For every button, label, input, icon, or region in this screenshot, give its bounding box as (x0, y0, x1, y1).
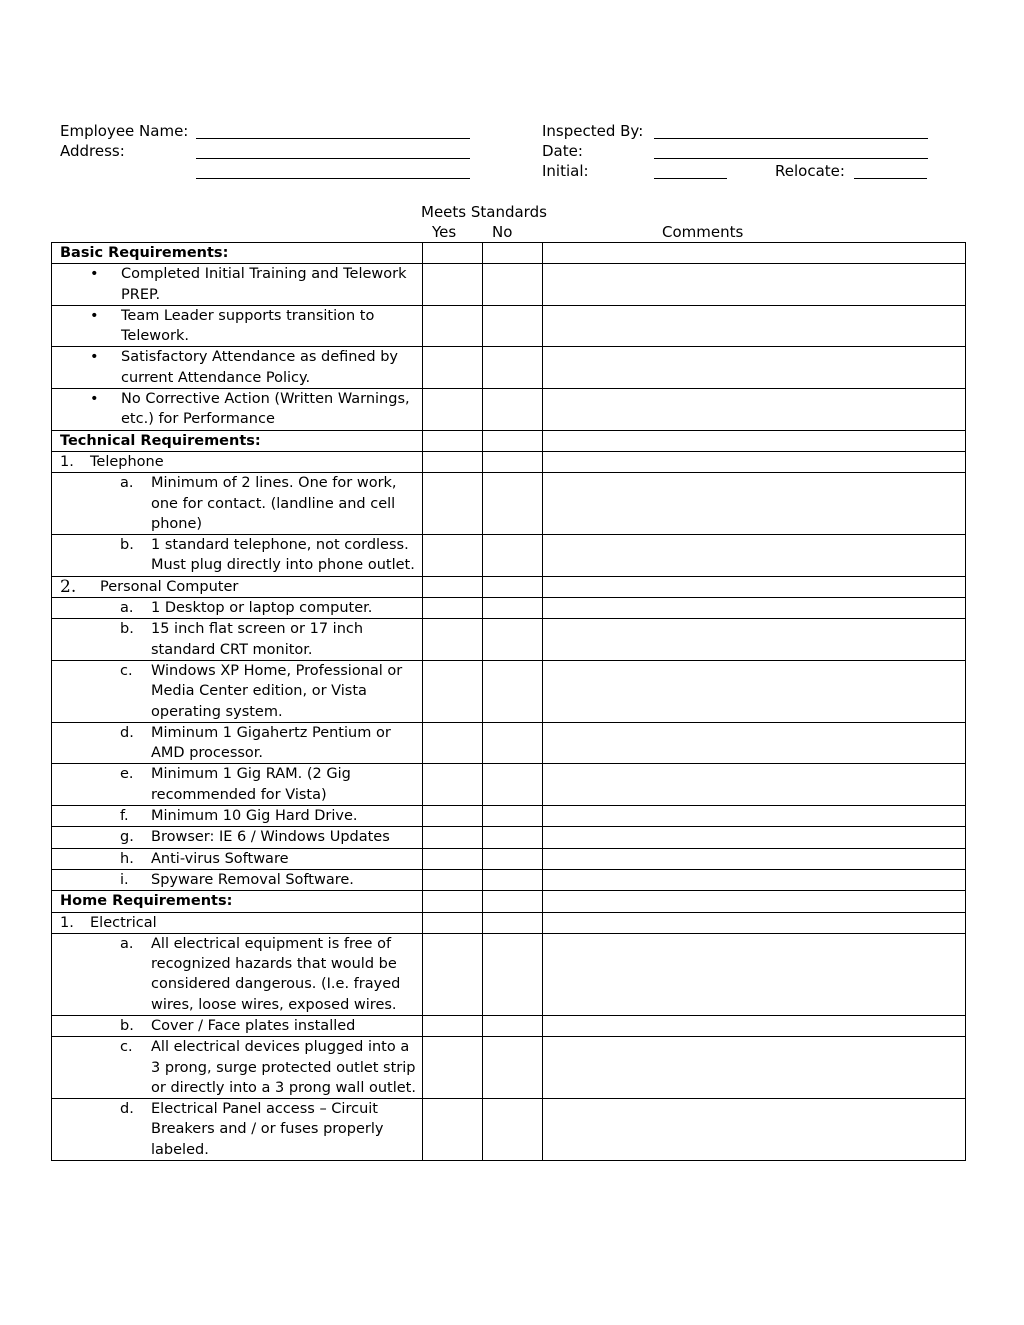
requirement-cell (52, 722, 423, 764)
yes-checkbox-cell[interactable] (423, 1037, 483, 1099)
comments-cell[interactable] (543, 912, 966, 933)
yes-checkbox-cell[interactable] (423, 848, 483, 869)
address-label: Address: (60, 142, 125, 160)
requirement-cell (52, 1099, 423, 1161)
address-field-line-1[interactable] (196, 144, 470, 159)
requirement-item (52, 934, 422, 1015)
requirement-text: Cover / Face plates installed (151, 1017, 356, 1034)
requirement-text: All electrical equipment is free of recognized hazards that would be considered dangerous. (I.e. frayed wires, loose wires, exposed wires. (151, 935, 401, 1013)
requirement-text: 15 inch flat screen or 17 inch standard CRT monitor. (151, 621, 364, 658)
yes-checkbox-cell[interactable] (423, 891, 483, 912)
checklist-row (52, 1099, 966, 1161)
section-row (52, 430, 966, 451)
requirement-cell (52, 1015, 423, 1036)
comments-cell[interactable] (543, 619, 966, 661)
requirement-text: All electrical devices plugged into a 3 prong, surge protected outlet strip or directly into a 3 prong wall outlet. (151, 1039, 416, 1096)
no-checkbox-cell[interactable] (483, 473, 543, 535)
section-row (52, 891, 966, 912)
yes-checkbox-cell[interactable] (423, 451, 483, 472)
date-field[interactable] (654, 144, 928, 159)
list-marker: • (90, 349, 99, 366)
section-heading: Home Requirements: (60, 893, 233, 910)
comments-cell[interactable] (543, 722, 966, 764)
no-checkbox-cell[interactable] (483, 389, 543, 431)
no-checkbox-cell[interactable] (483, 891, 543, 912)
no-checkbox-cell[interactable] (483, 722, 543, 764)
list-marker: 1. (60, 453, 74, 470)
list-marker: f. (120, 808, 129, 825)
no-checkbox-cell[interactable] (483, 827, 543, 848)
requirement-cell (52, 347, 423, 389)
no-checkbox-cell[interactable] (483, 1037, 543, 1099)
checklist-row (52, 869, 966, 890)
address-field-line-2[interactable] (196, 164, 470, 179)
requirement-item (52, 870, 422, 890)
no-checkbox-cell[interactable] (483, 305, 543, 347)
list-marker: b. (120, 1017, 134, 1034)
requirement-item (52, 452, 422, 472)
list-marker: b. (120, 537, 134, 554)
comments-cell[interactable] (543, 243, 966, 264)
requirement-item (52, 1016, 422, 1036)
comments-cell[interactable] (543, 891, 966, 912)
comments-cell[interactable] (543, 764, 966, 806)
checklist-row (52, 1037, 966, 1099)
requirement-cell (52, 764, 423, 806)
requirement-text: No Corrective Action (Written Warnings, etc.) for Performance (121, 391, 410, 428)
inspected-by-field[interactable] (654, 124, 928, 139)
checklist-row (52, 764, 966, 806)
yes-checkbox-cell[interactable] (423, 389, 483, 431)
relocate-field[interactable] (854, 164, 927, 179)
no-checkbox-cell[interactable] (483, 1015, 543, 1036)
requirement-cell (52, 912, 423, 933)
checklist-row (52, 347, 966, 389)
section-row (52, 243, 966, 264)
yes-checkbox-cell[interactable] (423, 576, 483, 597)
comments-cell[interactable] (543, 827, 966, 848)
list-marker: • (90, 391, 99, 408)
checklist-row (52, 1015, 966, 1036)
no-checkbox-cell[interactable] (483, 576, 543, 597)
checklist-row (52, 933, 966, 1015)
list-marker: c. (120, 662, 133, 679)
comments-cell[interactable] (543, 1037, 966, 1099)
no-checkbox-cell[interactable] (483, 848, 543, 869)
requirement-text: Minimum 1 Gig RAM. (2 Gig recommended for Vista) (151, 766, 351, 803)
requirement-cell (52, 264, 423, 306)
requirement-item (52, 598, 422, 618)
no-checkbox-cell[interactable] (483, 535, 543, 577)
yes-checkbox-cell[interactable] (423, 473, 483, 535)
checklist-row (52, 722, 966, 764)
comments-column-heading: Comments (662, 223, 744, 241)
section-heading: Technical Requirements: (60, 432, 261, 449)
yes-checkbox-cell[interactable] (423, 619, 483, 661)
yes-checkbox-cell[interactable] (423, 806, 483, 827)
requirement-text: Personal Computer (100, 578, 239, 595)
checklist-row (52, 451, 966, 472)
requirement-item (52, 827, 422, 847)
requirement-text: Spyware Removal Software. (151, 871, 354, 888)
comments-cell[interactable] (543, 598, 966, 619)
comments-cell[interactable] (543, 1015, 966, 1036)
no-checkbox-cell[interactable] (483, 598, 543, 619)
list-marker: 2. (60, 576, 77, 597)
requirement-text: Anti-virus Software (151, 850, 289, 867)
checklist-row (52, 806, 966, 827)
list-marker: a. (120, 475, 134, 492)
requirement-text: Minimum 10 Gig Hard Drive. (151, 808, 358, 825)
requirement-cell (52, 576, 423, 597)
comments-cell[interactable] (543, 576, 966, 597)
yes-checkbox-cell[interactable] (423, 1015, 483, 1036)
initial-label: Initial: (542, 162, 589, 180)
no-checkbox-cell[interactable] (483, 1099, 543, 1161)
requirement-cell (52, 473, 423, 535)
requirement-item (52, 347, 422, 388)
comments-cell[interactable] (543, 1099, 966, 1161)
requirement-cell (52, 619, 423, 661)
requirement-cell (52, 891, 423, 912)
requirement-item (52, 577, 422, 597)
yes-checkbox-cell[interactable] (423, 347, 483, 389)
requirement-item (52, 723, 422, 764)
list-marker: 1. (60, 914, 74, 931)
comments-cell[interactable] (543, 347, 966, 389)
yes-checkbox-cell[interactable] (423, 598, 483, 619)
requirement-item (52, 764, 422, 805)
yes-checkbox-cell[interactable] (423, 535, 483, 577)
requirement-text: Electrical (90, 914, 157, 931)
employee-name-field[interactable] (196, 124, 470, 139)
employee-name-label: Employee Name: (60, 122, 189, 140)
comments-cell[interactable] (543, 264, 966, 306)
requirement-cell (52, 933, 423, 1015)
no-checkbox-cell[interactable] (483, 660, 543, 722)
comments-cell[interactable] (543, 535, 966, 577)
checklist-row (52, 660, 966, 722)
comments-cell[interactable] (543, 473, 966, 535)
yes-checkbox-cell[interactable] (423, 1099, 483, 1161)
requirement-item (52, 306, 422, 347)
list-marker: • (90, 307, 99, 324)
comments-cell[interactable] (543, 848, 966, 869)
requirement-cell (52, 598, 423, 619)
requirement-cell (52, 430, 423, 451)
no-checkbox-cell[interactable] (483, 264, 543, 306)
requirement-text: Windows XP Home, Professional or Media Center edition, or Vista operating system. (151, 662, 403, 720)
requirement-item (52, 849, 422, 869)
yes-checkbox-cell[interactable] (423, 660, 483, 722)
requirement-text: Team Leader supports transition to Telework. (121, 307, 375, 345)
checklist-row (52, 827, 966, 848)
requirement-item (52, 1099, 422, 1160)
yes-checkbox-cell[interactable] (423, 305, 483, 347)
yes-checkbox-cell[interactable] (423, 243, 483, 264)
requirement-text: Minimum of 2 lines. One for work, one for contact. (landline and cell phone) (151, 475, 397, 532)
requirement-text: Telephone (90, 453, 164, 470)
checklist-row (52, 598, 966, 619)
list-marker: e. (120, 766, 134, 783)
checklist-row (52, 912, 966, 933)
yes-checkbox-cell[interactable] (423, 722, 483, 764)
requirement-cell (52, 535, 423, 577)
no-checkbox-cell[interactable] (483, 451, 543, 472)
no-checkbox-cell[interactable] (483, 619, 543, 661)
yes-checkbox-cell[interactable] (423, 912, 483, 933)
list-marker: b. (120, 621, 134, 638)
requirement-item (52, 389, 422, 430)
requirement-item (52, 619, 422, 660)
yes-checkbox-cell[interactable] (423, 764, 483, 806)
list-marker: d. (120, 724, 134, 741)
section-heading: Basic Requirements: (60, 245, 229, 261)
yes-checkbox-cell[interactable] (423, 430, 483, 451)
no-checkbox-cell[interactable] (483, 764, 543, 806)
requirement-item (52, 913, 422, 933)
comments-cell[interactable] (543, 430, 966, 451)
comments-cell[interactable] (543, 451, 966, 472)
requirement-item (52, 1037, 422, 1098)
requirement-item (52, 473, 422, 534)
no-column-heading: No (492, 223, 513, 241)
no-checkbox-cell[interactable] (483, 806, 543, 827)
requirement-item (52, 661, 422, 722)
no-checkbox-cell[interactable] (483, 430, 543, 451)
date-label: Date: (542, 142, 583, 160)
yes-checkbox-cell[interactable] (423, 869, 483, 890)
requirement-cell (52, 869, 423, 890)
checklist-row (52, 576, 966, 597)
inspected-by-label: Inspected By: (542, 122, 644, 140)
comments-cell[interactable] (543, 305, 966, 347)
relocate-label: Relocate: (775, 162, 845, 180)
checklist-row (52, 848, 966, 869)
requirement-item (52, 535, 422, 576)
requirement-cell (52, 660, 423, 722)
initial-field[interactable] (654, 164, 727, 179)
list-marker: h. (120, 850, 134, 867)
requirement-text: Electrical Panel access – Circuit Breakers and / or fuses properly labeled. (151, 1101, 384, 1158)
comments-cell[interactable] (543, 389, 966, 431)
yes-column-heading: Yes (432, 223, 457, 241)
comments-cell[interactable] (543, 869, 966, 890)
requirement-text: Miminum 1 Gigahertz Pentium or AMD processor. (151, 724, 391, 762)
checklist-row (52, 264, 966, 306)
requirement-cell (52, 827, 423, 848)
checklist-row (52, 535, 966, 577)
checklist-row (52, 473, 966, 535)
comments-cell[interactable] (543, 933, 966, 1015)
yes-checkbox-cell[interactable] (423, 827, 483, 848)
comments-cell[interactable] (543, 806, 966, 827)
list-marker: d. (120, 1101, 134, 1118)
no-checkbox-cell[interactable] (483, 869, 543, 890)
list-marker: a. (120, 600, 134, 617)
requirement-item (52, 806, 422, 826)
inspection-checklist-table (51, 242, 966, 1161)
list-marker: g. (120, 829, 134, 846)
requirement-text: Completed Initial Training and Telework PREP. (121, 266, 407, 303)
list-marker: i. (120, 871, 129, 888)
requirement-cell (52, 451, 423, 472)
list-marker: c. (120, 1039, 133, 1056)
requirement-cell (52, 1037, 423, 1099)
requirement-cell (52, 848, 423, 869)
requirement-text: 1 Desktop or laptop computer. (151, 600, 373, 617)
requirement-cell (52, 389, 423, 431)
requirement-text: 1 standard telephone, not cordless. Must plug directly into phone outlet. (151, 537, 415, 574)
no-checkbox-cell[interactable] (483, 912, 543, 933)
requirement-item (52, 264, 422, 305)
requirement-cell (52, 305, 423, 347)
yes-checkbox-cell[interactable] (423, 264, 483, 306)
checklist-row (52, 619, 966, 661)
no-checkbox-cell[interactable] (483, 243, 543, 264)
checklist-row (52, 389, 966, 431)
requirement-cell (52, 243, 423, 264)
requirement-cell (52, 806, 423, 827)
no-checkbox-cell[interactable] (483, 933, 543, 1015)
list-marker: • (90, 266, 99, 283)
requirement-text: Satisfactory Attendance as defined by current Attendance Policy. (121, 349, 398, 386)
no-checkbox-cell[interactable] (483, 347, 543, 389)
list-marker: a. (120, 935, 134, 952)
comments-cell[interactable] (543, 660, 966, 722)
yes-checkbox-cell[interactable] (423, 933, 483, 1015)
requirement-text: Browser: IE 6 / Windows Updates (151, 829, 390, 846)
meets-standards-heading: Meets Standards (421, 203, 547, 221)
checklist-row (52, 305, 966, 347)
